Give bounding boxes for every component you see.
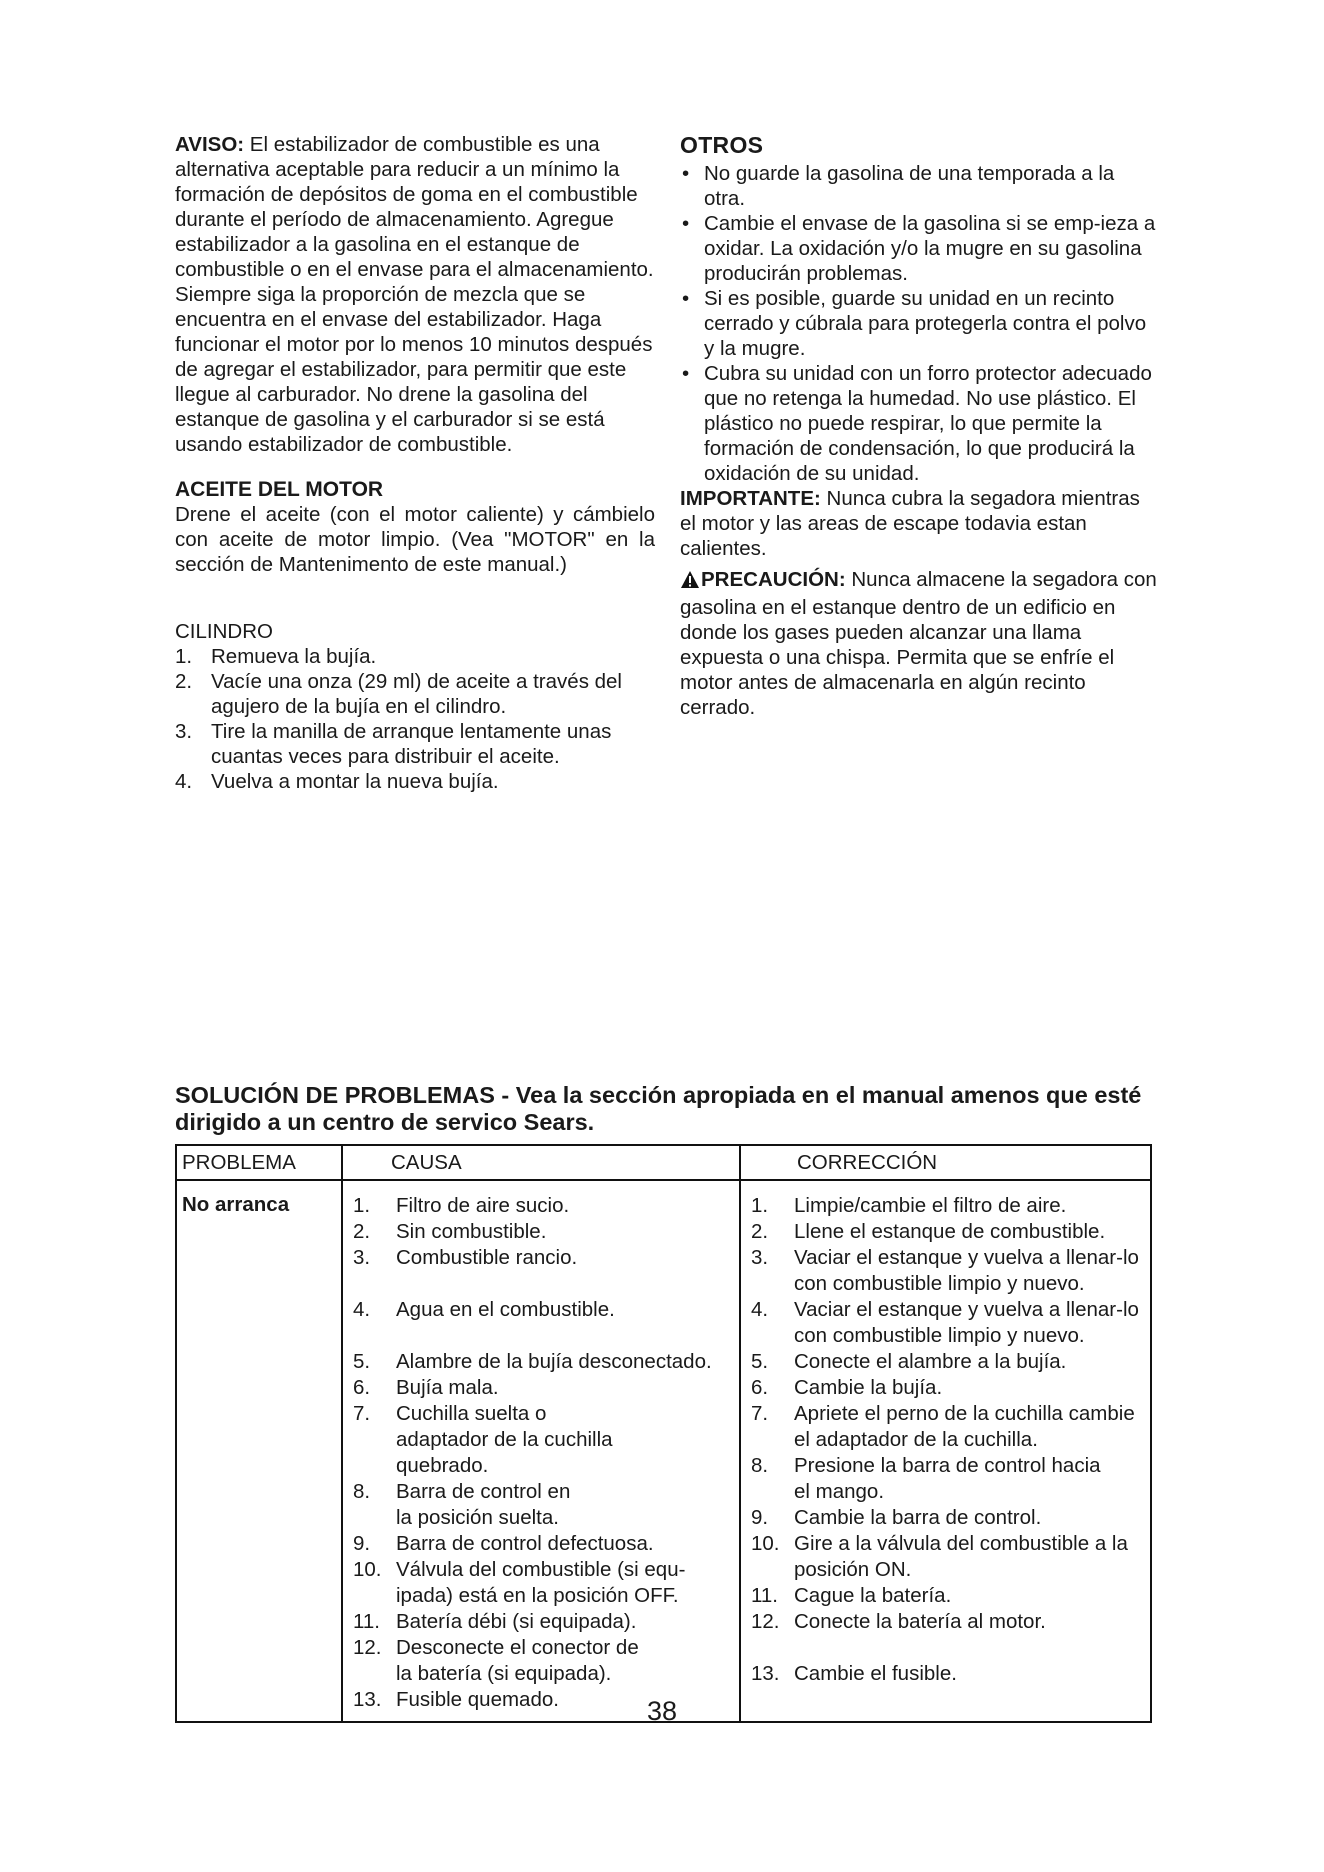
table-header-row — [177, 1146, 1150, 1181]
cause-item — [353, 1531, 739, 1557]
cause-item — [353, 1609, 739, 1635]
aviso-label: AVISO: — [175, 133, 245, 156]
aviso-text: El estabilizador de combustible es una alternativa aceptable para reducir a un mínimo la formación de depósitos de goma en el combustible durante el período de almacenamiento. Agregue estabilizador a la gasolina en el estanque de combustible o en el envase para el almacenamiento. Siempre siga la proporción de mezcla que se encuentra en el envase del estabilizador. Haga funcionar el motor por lo menos 10 minutos después de agregar el estabilizador, para permitir que este llegue al carburador. No drene la gasolina del estanque de gasolina y el carburador si se está usando estabilizador de combustible. — [175, 133, 654, 456]
problem-cell: No arranca — [177, 1181, 343, 1721]
corrections-cell — [741, 1181, 1150, 1721]
cause-text: Barra de control en la posición suelta. — [396, 1480, 571, 1529]
list-item — [680, 286, 1160, 361]
list-item — [175, 644, 655, 669]
cause-number: 11. — [353, 1610, 380, 1633]
correction-text: Cambie la bujía. — [794, 1376, 943, 1399]
correction-item — [751, 1453, 1150, 1505]
correction-number: 5. — [751, 1350, 769, 1373]
cause-number: 10. — [353, 1558, 382, 1581]
left-column — [175, 132, 655, 794]
correction-text: Cague la batería. — [794, 1584, 952, 1607]
otros-list — [680, 161, 1160, 486]
correction-item — [751, 1245, 1150, 1297]
correction-number: 12. — [751, 1610, 780, 1633]
correction-text: Conecte el alambre a la bujía. — [794, 1350, 1067, 1373]
correction-text: Vaciar el estanque y vuelva a llenar-lo con combustible limpio y nuevo. — [794, 1246, 1139, 1295]
right-column — [680, 132, 1160, 720]
correction-item — [751, 1375, 1150, 1401]
cause-item — [353, 1375, 739, 1401]
troubleshooting-table — [175, 1144, 1152, 1723]
cause-text: Barra de control defectuosa. — [396, 1532, 654, 1555]
step-number: 1. — [175, 645, 193, 668]
correction-text: Vaciar el estanque y vuelva a llenar-lo con combustible limpio y nuevo. — [794, 1298, 1139, 1347]
cause-number: 13. — [353, 1688, 382, 1711]
correction-item — [751, 1531, 1150, 1583]
cause-number: 3. — [353, 1246, 371, 1269]
cause-item — [353, 1219, 739, 1245]
header-problema: PROBLEMA — [177, 1146, 343, 1179]
correction-text: Limpie/cambie el filtro de aire. — [794, 1194, 1067, 1217]
bullet-text: Cambie el envase de la gasolina si se emp-ieza a oxidar. La oxidación y/o la mugre en su gasolina producirán problemas. — [704, 212, 1156, 285]
step-text: Vacíe una onza (29 ml) de aceite a través del agujero de la bujía en el cilindro. — [211, 670, 622, 718]
bullet-icon: • — [682, 287, 690, 310]
step-text: Vuelva a montar la nueva bujía. — [211, 770, 499, 793]
step-text: Remueva la bujía. — [211, 645, 377, 668]
list-item — [680, 211, 1160, 286]
header-causa: CAUSA — [343, 1146, 741, 1179]
otros-heading: OTROS — [680, 132, 764, 158]
cause-number: 5. — [353, 1350, 371, 1373]
correction-number: 4. — [751, 1298, 769, 1321]
aceite-heading: ACEITE DEL MOTOR — [175, 478, 384, 501]
correction-number: 8. — [751, 1454, 769, 1477]
correction-number: 1. — [751, 1194, 769, 1217]
cause-text: Bujía mala. — [396, 1376, 499, 1399]
bullet-text: Cubra su unidad con un forro protector adecuado que no retenga la humedad. No use plástico. El plástico no puede respirar, lo que permite la formación de condensación, lo que producirá la oxidación de su unidad. — [704, 362, 1152, 485]
correction-number: 10. — [751, 1532, 780, 1555]
correction-item — [751, 1609, 1150, 1635]
aviso-paragraph — [175, 132, 655, 457]
importante-paragraph — [680, 486, 1160, 561]
list-item — [175, 719, 655, 769]
correction-item — [751, 1219, 1150, 1245]
cause-number: 8. — [353, 1480, 371, 1503]
causes-cell — [343, 1181, 741, 1721]
cause-item — [353, 1479, 739, 1531]
bullet-text: Si es posible, guarde su unidad en un recinto cerrado y cúbrala para protegerla contra el polvo y la mugre. — [704, 287, 1147, 360]
cause-item — [353, 1297, 739, 1323]
cause-number: 12. — [353, 1636, 382, 1659]
cause-item — [353, 1349, 739, 1375]
cause-number: 7. — [353, 1402, 371, 1425]
troubleshooting-title: SOLUCIÓN DE PROBLEMAS - Vea la sección apropiada en el manual amenos que esté dirigido a un centro de servico Sears. — [175, 1082, 1142, 1135]
correction-item — [751, 1349, 1150, 1375]
correction-item — [751, 1401, 1150, 1453]
correction-number: 2. — [751, 1220, 769, 1243]
cause-text: Válvula del combustible (si equ-ipada) está en la posición OFF. — [396, 1558, 686, 1607]
step-number: 3. — [175, 720, 193, 743]
cause-number: 4. — [353, 1298, 371, 1321]
importante-text: Nunca cubra la segadora mientras el motor y las areas de escape todavia estan calientes. — [680, 487, 1140, 560]
list-item — [175, 769, 655, 794]
cause-item — [353, 1245, 739, 1271]
cause-item — [353, 1635, 739, 1687]
page-number: 38 — [646, 1696, 678, 1726]
precaucion-label: PRECAUCIÓN: — [701, 568, 846, 591]
cilindro-steps — [175, 644, 655, 794]
bullet-text: No guarde la gasolina de una temporada a la otra. — [704, 162, 1115, 210]
correction-number: 7. — [751, 1402, 769, 1425]
cause-item — [353, 1557, 739, 1609]
cause-text: Alambre de la bujía desconectado. — [396, 1350, 712, 1373]
cause-number: 6. — [353, 1376, 371, 1399]
correction-number: 11. — [751, 1584, 778, 1607]
step-number: 4. — [175, 770, 193, 793]
cilindro-heading: CILINDRO — [175, 620, 273, 643]
cause-number: 1. — [353, 1194, 371, 1217]
aceite-text: Drene el aceite (con el motor caliente) y cámbielo con aceite de motor limpio. (Vea "MOTOR" en la sección de Mantenimento de este manual.) — [175, 503, 655, 576]
header-correccion: CORRECCIÓN — [797, 1151, 938, 1174]
cause-text: Fusible quemado. — [396, 1688, 559, 1711]
cause-text: Cuchilla suelta o adaptador de la cuchilla quebrado. — [396, 1402, 613, 1477]
list-item — [680, 361, 1160, 486]
correction-text: Cambie el fusible. — [794, 1662, 957, 1685]
correction-item — [751, 1583, 1150, 1609]
cause-item — [353, 1401, 739, 1479]
correction-item — [751, 1297, 1150, 1349]
bullet-icon: • — [682, 162, 690, 185]
cause-number: 2. — [353, 1220, 371, 1243]
correction-item — [751, 1661, 1150, 1687]
bullet-icon: • — [682, 362, 690, 385]
cause-text: Desconecte el conector de la batería (si equipada). — [396, 1636, 639, 1685]
list-item — [680, 161, 1160, 211]
correction-number: 3. — [751, 1246, 769, 1269]
step-number: 2. — [175, 670, 193, 693]
cause-text: Agua en el combustible. — [396, 1298, 615, 1321]
cause-text: Sin combustible. — [396, 1220, 547, 1243]
correction-item — [751, 1505, 1150, 1531]
importante-label: IMPORTANTE: — [680, 487, 821, 510]
correction-text: Apriete el perno de la cuchilla cambie el adaptador de la cuchilla. — [794, 1402, 1135, 1451]
correction-text: Cambie la barra de control. — [794, 1506, 1042, 1529]
warning-triangle-icon — [680, 570, 700, 595]
cause-number: 9. — [353, 1532, 371, 1555]
correction-text: Llene el estanque de combustible. — [794, 1220, 1106, 1243]
correction-number: 13. — [751, 1662, 780, 1685]
correction-text: Gire a la válvula del combustible a la posición ON. — [794, 1532, 1128, 1581]
precaucion-text: Nunca almacene la segadora con gasolina en el estanque dentro de un edificio en donde los gases pueden alcanzar una llama expuesta o una chispa. Permita que se enfríe el motor antes de almacenarla en algún recinto cerrado. — [680, 568, 1157, 719]
list-item — [175, 669, 655, 719]
cause-text: Combustible rancio. — [396, 1246, 578, 1269]
cause-text: Filtro de aire sucio. — [396, 1194, 570, 1217]
cause-text: Batería débi (si equipada). — [396, 1610, 637, 1633]
cause-item — [353, 1193, 739, 1219]
bullet-icon: • — [682, 212, 690, 235]
correction-number: 9. — [751, 1506, 769, 1529]
correction-text: Presione la barra de control hacia el mango. — [794, 1454, 1101, 1503]
table-row — [177, 1181, 1150, 1721]
correction-number: 6. — [751, 1376, 769, 1399]
correction-item — [751, 1193, 1150, 1219]
step-text: Tire la manilla de arranque lentamente unas cuantas veces para distribuir el aceite. — [211, 720, 612, 768]
precaucion-paragraph — [680, 567, 1160, 720]
correction-text: Conecte la batería al motor. — [794, 1610, 1046, 1633]
